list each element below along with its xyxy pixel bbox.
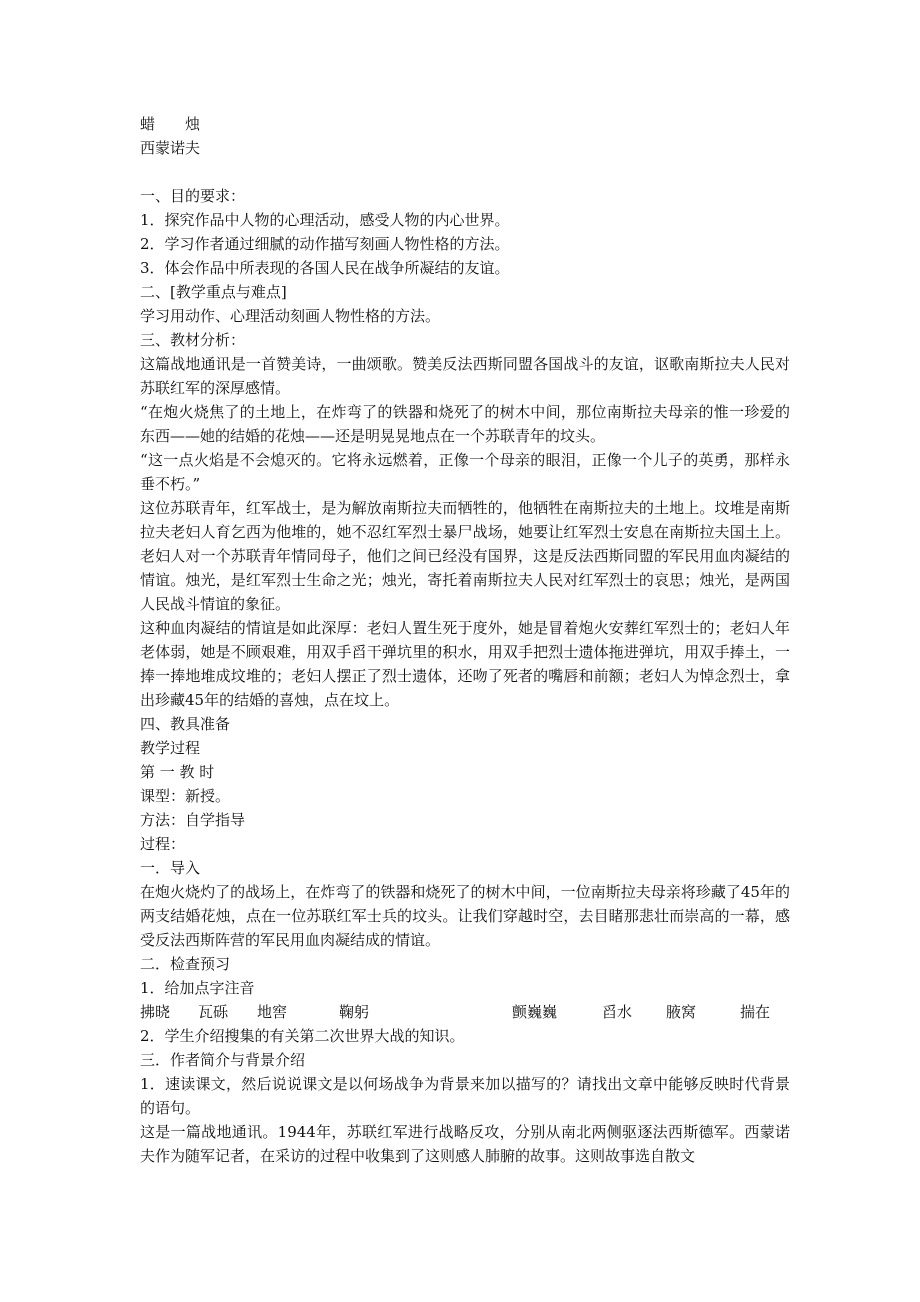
pinyin-word: 腋窝 — [666, 1003, 697, 1021]
analysis-paragraph: 这种血肉凝结的情谊是如此深厚：老妇人置生死于度外，她是冒着炮火安葬红军烈士的；老妇人年老体弱，她是不顾艰难，用双手舀干弹坑里的积水，用双手把烈士遗体拖进弹坑，用双手捧土，一捧一捧地堆成坟堆的；老妇人摆正了烈士遗体，还吻了死者的嘴唇和前额；老妇人为悼念烈士，拿出珍藏45年的结婚的喜烛，点在坟上。 — [140, 619, 790, 709]
section-heading-materials: 四、教具准备 — [140, 715, 231, 733]
pinyin-word: 颤巍巍 — [512, 1003, 558, 1021]
pinyin-word: 鞠躬 — [339, 1003, 370, 1021]
process-heading: 教学过程 — [140, 739, 201, 757]
intro-paragraph: 在炮火烧灼了的战场上，在炸弯了的铁器和烧死了的树木中间，一位南斯拉夫母亲将珍藏了45年的两支结婚花烛，点在一位苏联红军士兵的坟头。让我们穿越时空，去目睹那悲壮而崇高的一幕，感受反法西斯阵营的军民用血肉凝结成的情谊。 — [140, 883, 790, 949]
pinyin-word: 舀水 — [602, 1003, 633, 1021]
step-heading-background: 三．作者简介与背景介绍 — [140, 1051, 306, 1069]
background-question: 1．速读课文，然后说说课文是以何场战争为背景来加以描写的？请找出文章中能够反映时代背景的语句。 — [140, 1075, 790, 1117]
step-heading-preview: 二．检查预习 — [140, 955, 231, 973]
ww2-task: 2．学生介绍搜集的有关第二次世界大战的知识。 — [140, 1027, 465, 1045]
goal-item: 2．学习作者通过细腻的动作描写刻画人物性格的方法。 — [140, 235, 510, 253]
analysis-paragraph: 这篇战地通讯是一首赞美诗，一曲颂歌。赞美反法西斯同盟各国战斗的友谊，讴歌南斯拉夫人民对苏联红军的深厚感情。 — [140, 355, 790, 397]
analysis-quote: “在炮火烧焦了的土地上，在炸弯了的铁器和烧死了的树木中间，那位南斯拉夫母亲的惟一珍爱的东西——她的结婚的花烛——还是明晃晃地点在一个苏联青年的坟头。 — [140, 403, 790, 445]
goal-item: 1．探究作品中人物的心理活动，感受人物的内心世界。 — [140, 211, 510, 229]
title-char-2: 烛 — [185, 115, 201, 133]
pinyin-task: 1．给加点字注音 — [140, 979, 255, 997]
pinyin-word: 揣在 — [740, 1003, 771, 1021]
pinyin-word: 拂晓 — [140, 1003, 171, 1021]
document-title — [140, 112, 790, 136]
teaching-method: 方法：自学指导 — [140, 811, 246, 829]
analysis-quote: “这一点火焰是不会熄灭的。它将永远燃着，正像一个母亲的眼泪，正像一个儿子的英勇，那样永垂不朽。” — [140, 451, 790, 493]
lesson-type: 课型：新授。 — [140, 787, 231, 805]
author-name: 西蒙诺夫 — [140, 139, 201, 157]
pinyin-word: 地窖 — [257, 1003, 288, 1021]
goal-item: 3．体会作品中所表现的各国人民在战争所凝结的友谊。 — [140, 259, 510, 277]
key-points-text: 学习用动作、心理活动刻画人物性格的方法。 — [140, 307, 441, 325]
pinyin-word-list — [140, 1000, 790, 1024]
background-paragraph: 这是一篇战地通讯。1944年，苏联红军进行战略反攻，分别从南北两侧驱逐法西斯德军。西蒙诺夫作为随军记者，在采访的过程中收集到了这则感人肺腑的故事。这则故事选自散文 — [140, 1123, 790, 1165]
pinyin-word: 瓦砾 — [198, 1003, 229, 1021]
section-heading-goals: 一、目的要求： — [140, 187, 246, 205]
analysis-paragraph: 这位苏联青年，红军战士，是为解放南斯拉夫而牺牲的，他牺牲在南斯拉夫的土地上。坟堆是南斯拉夫老妇人育乞西为他堆的，她不忍红军烈士暴尸战场，她要让红军烈士安息在南斯拉夫国土上。老妇人对一个苏联青年情同母子，他们之间已经没有国界，这是反法西斯同盟的军民用血肉凝结的情谊。烛光，是红军烈士生命之光；烛光，寄托着南斯拉夫人民对红军烈士的哀思；烛光，是两国人民战斗情谊的象征。 — [140, 499, 790, 613]
step-heading-intro: 一．导入 — [140, 859, 201, 877]
section-heading-analysis: 三、教材分析： — [140, 331, 246, 349]
title-char-1: 蜡 — [140, 115, 156, 133]
process-label: 过程： — [140, 835, 186, 853]
document-page — [140, 112, 790, 1168]
lesson-heading: 第 一 教 时 — [140, 763, 215, 781]
section-heading-key-points: 二、[教学重点与难点] — [140, 283, 287, 301]
